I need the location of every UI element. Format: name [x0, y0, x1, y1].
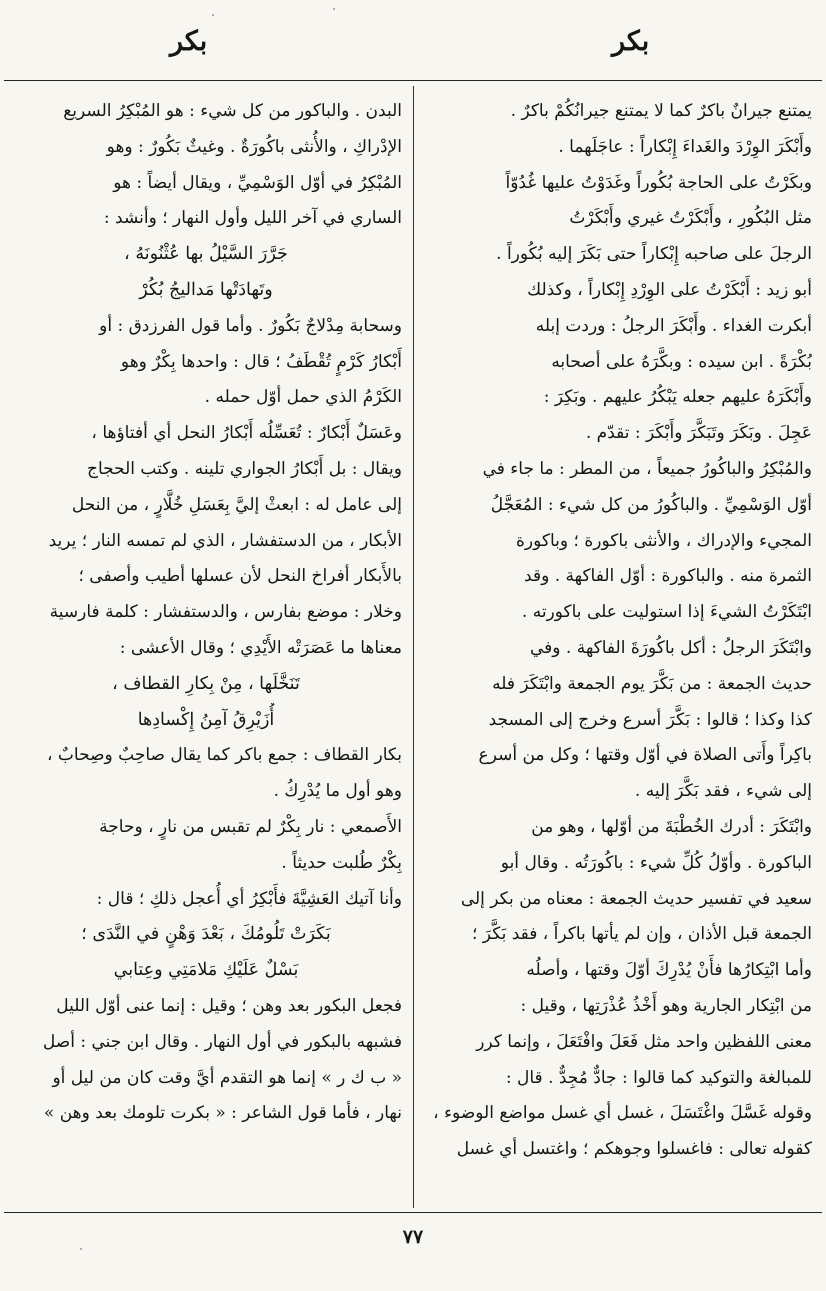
top-rule	[4, 80, 822, 81]
text-line: وسحابة مِدْلاجٌ بَكُورٌ . وأما قول الفرزدق : أو	[99, 315, 402, 336]
page-number: ٧٧	[402, 1226, 424, 1248]
text-line: وقوله غَسَّلَ واغْتَسَلَ ، غسل أي غسل مواضع الوضوء ،	[433, 1103, 812, 1124]
left-text-column	[10, 94, 402, 1204]
text-line: سعيد في تفسير حديث الجمعة : معناه من بكر إلى	[460, 888, 812, 909]
text-line: معنى اللفظين واحد مثل فَعَلَ وافْتَعَلَ ، وإنما كرر	[476, 1031, 812, 1052]
text-line: مثل البُكُورِ ، وأَبْكَرْتُ غيري وأَبْكَرْتُ	[569, 208, 812, 229]
text-line: عَجِلَ . وبَكَرَ وتَبَكَّرَ وأَبْكَرَ : تقدّم .	[585, 423, 812, 444]
text-line: إلى شيء ، فقد بَكَّرَ إليه .	[634, 781, 812, 802]
text-line: بالأَبكار أفراخ النحل لأن عسلها أطيب وأصفى ؛	[78, 566, 402, 587]
text-line: وبكَرْتُ على الحاجة بُكُوراً وغَدَوْتُ عليها غُدُوّاً	[505, 172, 812, 193]
text-line: ويقال : بل أَبْكارُ الجواري تلينه . وكتب الحجاج	[86, 458, 402, 479]
text-line: البدن . والباكور من كل شيء : هو المُبْكِرُ السريع	[63, 101, 402, 121]
text-line: الباكورة . وأوّلُ كُلِّ شيء : باكُورَتُه . وقال أبو	[500, 852, 812, 873]
text-line: « ب ك ر » إنما هو التقدم أيَّ وقت كان من ليل أو	[52, 1067, 402, 1088]
column-divider	[413, 86, 414, 1208]
text-line: كذا وكذا ؛ قالوا : بَكَّرَ أسرع وخرج إلى المسجد	[488, 709, 812, 730]
text-line: من ابْتِكار الجارية وهو أَخْذُ عُذْرَتِها ، وقيل :	[520, 995, 812, 1016]
text-line: ابْتَكَرْتُ الشيءَ إذا استوليت على باكورته .	[521, 602, 812, 623]
text-line: الأَصمعي : نار بِكْرٌ لم تقبس من نارٍ ، وحاجة	[99, 816, 402, 837]
scan-speck	[212, 14, 214, 16]
verse-line: بَسْلٌ عَلَيْكِ مَلامَتِي وعِتابي	[113, 960, 299, 981]
text-line: وابْتَكَرَ : أدرك الخُطْبَةَ من أوّلها ، وهو من	[531, 816, 812, 837]
text-line: الرجلَ على صاحبه إِبْكاراً حتى بَكَرَ إليه بُكُوراً .	[496, 244, 812, 265]
bottom-rule	[4, 1212, 822, 1213]
text-line: الثمرة منه . والباكورة : أوّل الفاكهة . وقد	[524, 566, 812, 587]
scan-speck	[80, 1248, 82, 1250]
text-line: الكَرْمُ الذي حمل أوّل حمله .	[204, 387, 402, 408]
text-line: الجمعة قبل الأذان ، وإن لم يأتها باكراً ، فقد بَكَّرَ ؛	[472, 924, 812, 945]
text-line: بكار القطاف : جمع باكر كما يقال صاحِبٌ وصِحابٌ ،	[47, 745, 402, 766]
text-line: حديث الجمعة : من بَكَّرَ يوم الجمعة وابْتَكَرَ فله	[492, 673, 812, 694]
text-line: كقوله تعالى : فاغسلوا وجوهكم ؛ واغتسل أي غسل	[456, 1139, 812, 1160]
text-line: والمُبْكِرُ والباكُورُ جميعاً ، من المطر : ما جاء في	[482, 458, 812, 479]
scan-speck	[333, 8, 335, 10]
text-line: يمتنع جيرانٌ باكرٌ كما لا يمتنع جيرانُكُمْ باكرٌ .	[510, 101, 812, 121]
text-line: وهو أول ما يُدْرِكُ .	[273, 781, 402, 802]
text-line: باكِراً وأَتى الصلاة في أوّل وقتها ؛ وكل من أسرع	[478, 745, 812, 766]
right-text-column	[424, 94, 812, 1204]
text-line: بِكْرٌ طُلبت حديثاً .	[281, 852, 402, 873]
text-line: فشبهه بالبكور في أول النهار . وقال ابن جني : أصل	[42, 1031, 402, 1052]
verse-line: بَكَرَتْ تَلُومُكَ ، بَعْدَ وَهْنٍ في النَّدَى ؛	[81, 924, 331, 945]
text-line: وخلار : موضع بفارس ، والدستفشار : كلمة فارسية	[49, 602, 402, 623]
text-line: للمبالغة والتوكيد كما قالوا : جادٌّ مُجِدٌّ . قال :	[505, 1067, 812, 1088]
text-line: أَبْكارُ كَرْمٍ تُقْطَفُ ؛ قال : واحدها بِكْرٌ وهو	[120, 351, 402, 372]
text-line: أبكرت الغداء . وأَبْكَرَ الرجلُ : وردت إبله	[535, 315, 812, 336]
text-line: الإدْراكِ ، والأُنثى باكُورَةٌ . وغيثٌ بَكُورٌ : وهو	[106, 136, 402, 157]
verse-line: وتَهادَتْها مَداليجُ بُكُرْ	[139, 279, 273, 300]
text-line: أوّل الوَسْمِيِّ . والباكُورُ من كل شيء : المُعَجَّلُ	[490, 494, 812, 515]
text-line: نهار ، فأما قول الشاعر : « بكرت تلومك بعد وهن »	[43, 1103, 402, 1124]
header-right-entry-word: بكر	[612, 26, 650, 57]
text-line: معناها ما عَصَرَتْه الأَيْدِي ؛ وقال الأعشى :	[119, 637, 402, 658]
text-line: الساري في آخر الليل وأول النهار ؛ وأنشد :	[103, 208, 402, 229]
verse-line: جَرَّرَ السَّيْلُ بها عُثْنُونَهُ ،	[124, 244, 288, 265]
text-line: وابْتَكَرَ الرجلُ : أكل باكُورَةَ الفاكهة . وفي	[529, 637, 812, 658]
text-line: وأَبْكَرَ الوِرْدَ والغَداءَ إِبْكاراً : عاجَلَهما .	[558, 136, 812, 157]
text-line: أبو زيد : أَبْكَرْتُ على الوِرْدِ إِبْكاراً ، وكذلك	[527, 279, 812, 300]
text-line: وأنا آتيك العَشِيَّةَ فأَبْكِرُ أي أُعجل ذلكِ ؛ قال :	[96, 888, 402, 909]
header-left-entry-word: بكر	[170, 26, 208, 57]
text-line: إلى عامل له : ابعثْ إليَّ بِعَسَلِ خُلَّارٍ ، من النحل	[71, 494, 402, 515]
text-line: فجعل البكور بعد وهن ؛ وقيل : إنما عنى أوّل الليل	[56, 995, 402, 1016]
text-line: المُبْكِرُ في أوّل الوَسْمِيِّ ، ويقال أيضاً : هو	[113, 172, 402, 193]
text-line: بُكْرَةً . ابن سيده : وبكَّرَهُ على أصحابه	[551, 351, 812, 372]
text-line: المجيء والإدراك ، والأنثى باكورة ؛ وباكورة	[516, 530, 812, 551]
text-line: وأَبْكَرَهُ عليهم جعله يَبْكُرُ عليهم . وبَكِرَ :	[543, 387, 812, 408]
text-line: وعَسَلٌ أَبْكارٌ : تُعَسِّلُه أَبْكارُ النحل أي أفتاؤها ،	[91, 423, 402, 444]
verse-line: تَنَخَّلَها ، مِنْ بِكارِ القطاف ،	[112, 673, 300, 694]
text-line: وأما ابْتِكارُها فأَنْ يُدْرِكَ أوّلَ وقتها ، وأصلُه	[526, 960, 812, 981]
text-line: الأبكار ، من الدستفشار ، الذي لم تمسه النار ؛ يريد	[48, 530, 402, 551]
verse-line: أُزَيْرِقُ آمِنُ إِكْسادِها	[137, 709, 275, 730]
